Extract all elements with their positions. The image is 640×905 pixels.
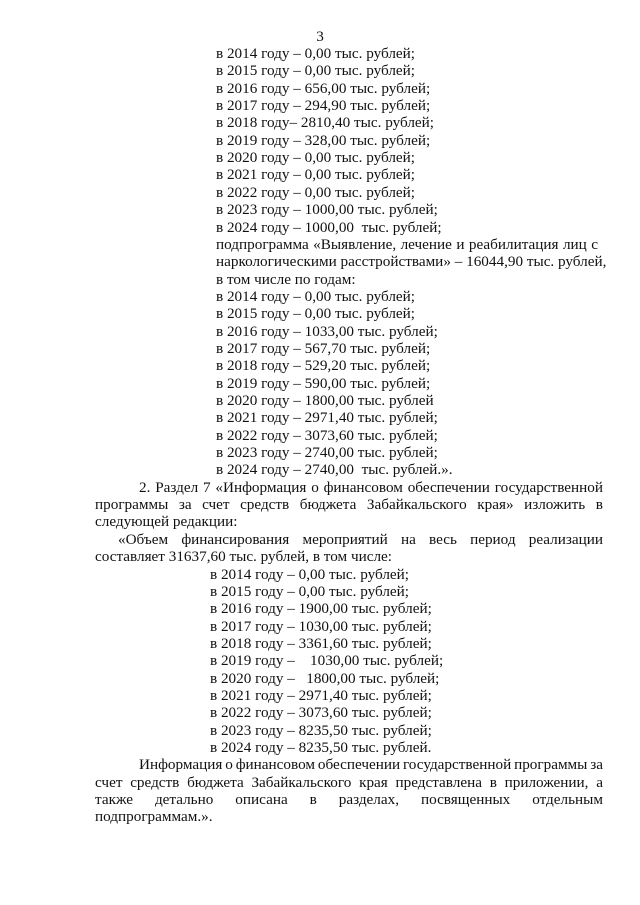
word: «Информация <box>215 478 307 496</box>
word: государственной <box>402 756 512 774</box>
year-line: в 2015 году – 0,00 тыс. рублей; <box>210 582 410 600</box>
year-line: в 2014 году – 0,00 тыс. рублей; <box>210 565 410 583</box>
page-number: 3 <box>316 28 324 45</box>
year-line: в 2015 году – 0,00 тыс. рублей; <box>216 62 416 80</box>
word: на <box>400 530 416 548</box>
year-line: в 2018 году – 3361,60 тыс. рублей; <box>210 634 432 652</box>
year-line: в 2021 году – 2971,40 тыс. рублей; <box>210 686 432 704</box>
word: счет <box>202 496 230 514</box>
year-line: в 2023 году – 1000,00 тыс. рублей; <box>216 201 438 219</box>
word: Забайкальского <box>251 773 352 791</box>
year-line: в 2018 году– 2810,40 тыс. рублей; <box>216 114 434 132</box>
year-line: в 2017 году – 294,90 тыс. рублей; <box>216 97 431 115</box>
year-line: в 2024 году – 2740,00 тыс. рублей.». <box>216 461 453 479</box>
year-line: в 2016 году – 1900,00 тыс. рублей; <box>210 600 432 618</box>
subprogram-total-line: наркологическими расстройствами» – 16044,90 тыс. рублей, <box>216 253 607 271</box>
year-line: в 2016 году – 656,00 тыс. рублей; <box>216 79 431 97</box>
year-line: в 2020 году – 1800,00 тыс. рублей <box>216 392 434 409</box>
word: 2. <box>139 478 151 496</box>
year-line: в 2024 году – 8235,50 тыс. рублей. <box>210 739 432 756</box>
funding-paragraph-line: составляет 31637,60 тыс. рублей, в том числе: <box>95 548 392 566</box>
subprogram-years-intro: в том числе по годам: <box>216 270 356 288</box>
word: посвященных <box>420 791 511 809</box>
year-line: в 2017 году – 1030,00 тыс. рублей; <box>210 617 432 635</box>
year-line: в 2021 году – 2971,40 тыс. рублей; <box>216 409 438 427</box>
word: средств <box>130 773 180 791</box>
word: лечение <box>400 235 452 253</box>
word: в <box>595 496 603 514</box>
word: также <box>95 791 133 809</box>
word: о <box>225 756 233 774</box>
word: и <box>456 235 465 253</box>
word: а <box>596 773 603 791</box>
word: Раздел <box>155 478 199 496</box>
word: реабилитация <box>468 235 559 253</box>
year-line: в 2019 году – 590,00 тыс. рублей; <box>216 374 431 392</box>
word: в <box>309 791 317 809</box>
word: финансирования <box>181 530 290 548</box>
word: Забайкальского <box>366 496 467 514</box>
year-line: в 2016 году – 1033,00 тыс. рублей; <box>216 322 438 340</box>
year-line: в 2014 году – 0,00 тыс. рублей; <box>216 45 416 62</box>
word: мероприятий <box>302 530 388 548</box>
word: подпрограмма <box>216 235 309 253</box>
final-paragraph-line: подпрограммам.». <box>95 808 213 826</box>
word: в <box>489 773 497 791</box>
word: государственной <box>494 478 603 496</box>
word: приложении, <box>504 773 589 791</box>
word: с <box>591 235 598 253</box>
word: бюджета <box>299 496 357 514</box>
word: края» <box>477 496 514 514</box>
word: за <box>590 756 603 774</box>
year-line: в 2019 году – 328,00 тыс. рублей; <box>216 131 431 149</box>
word: финансовом <box>235 756 315 774</box>
word: лиц <box>562 235 587 253</box>
word: средств <box>240 496 290 514</box>
section-item-line: следующей редакции: <box>95 513 238 531</box>
year-line: в 2017 году – 567,70 тыс. рублей; <box>216 339 431 357</box>
final-paragraph-line <box>95 774 603 792</box>
word: счет <box>95 773 123 791</box>
word: период <box>470 530 516 548</box>
word: «Объем <box>118 530 169 548</box>
word: изложить <box>524 496 586 514</box>
section-item-line <box>95 496 603 514</box>
year-line: в 2022 году – 3073,60 тыс. рублей; <box>210 704 432 722</box>
year-line: в 2014 году – 0,00 тыс. рублей; <box>216 287 416 305</box>
section-item-line <box>139 479 603 497</box>
word: детально <box>154 791 214 809</box>
year-line: в 2023 году – 2740,00 тыс. рублей; <box>216 444 438 462</box>
year-line: в 2019 году – 1030,00 тыс. рублей; <box>210 652 444 670</box>
funding-paragraph-line <box>118 531 603 549</box>
word: финансовом <box>323 478 403 496</box>
word: программы <box>95 496 169 514</box>
word: разделах, <box>338 791 400 809</box>
year-line: в 2021 году – 0,00 тыс. рублей; <box>216 166 416 184</box>
word: о <box>311 478 319 496</box>
word: описана <box>235 791 288 809</box>
word: 7 <box>202 478 211 496</box>
word: края <box>359 773 388 791</box>
word: «Выявление, <box>313 235 397 253</box>
word: бюджета <box>187 773 244 791</box>
year-line: в 2020 году – 0,00 тыс. рублей; <box>216 149 416 167</box>
word: весь <box>429 530 457 548</box>
year-line: в 2022 году – 0,00 тыс. рублей; <box>216 183 416 201</box>
year-line: в 2024 году – 1000,00 тыс. рублей; <box>216 218 442 236</box>
year-line: в 2015 году – 0,00 тыс. рублей; <box>216 305 416 323</box>
year-line: в 2018 году – 529,20 тыс. рублей; <box>216 357 431 375</box>
word: представлена <box>395 773 482 791</box>
final-paragraph-line <box>139 756 603 774</box>
subprogram-title-line <box>216 236 598 254</box>
word: программы <box>514 756 588 774</box>
word: обеспечении <box>317 756 401 774</box>
final-paragraph-line <box>95 791 603 809</box>
year-line: в 2022 году – 3073,60 тыс. рублей; <box>216 426 438 444</box>
word: Информация <box>139 756 223 774</box>
year-line: в 2020 году – 1800,00 тыс. рублей; <box>210 669 440 687</box>
year-line: в 2023 году – 8235,50 тыс. рублей; <box>210 721 432 739</box>
word: за <box>178 496 192 514</box>
word: отдельным <box>532 791 603 809</box>
word: реализации <box>528 530 603 548</box>
word: обеспечении <box>407 478 490 496</box>
